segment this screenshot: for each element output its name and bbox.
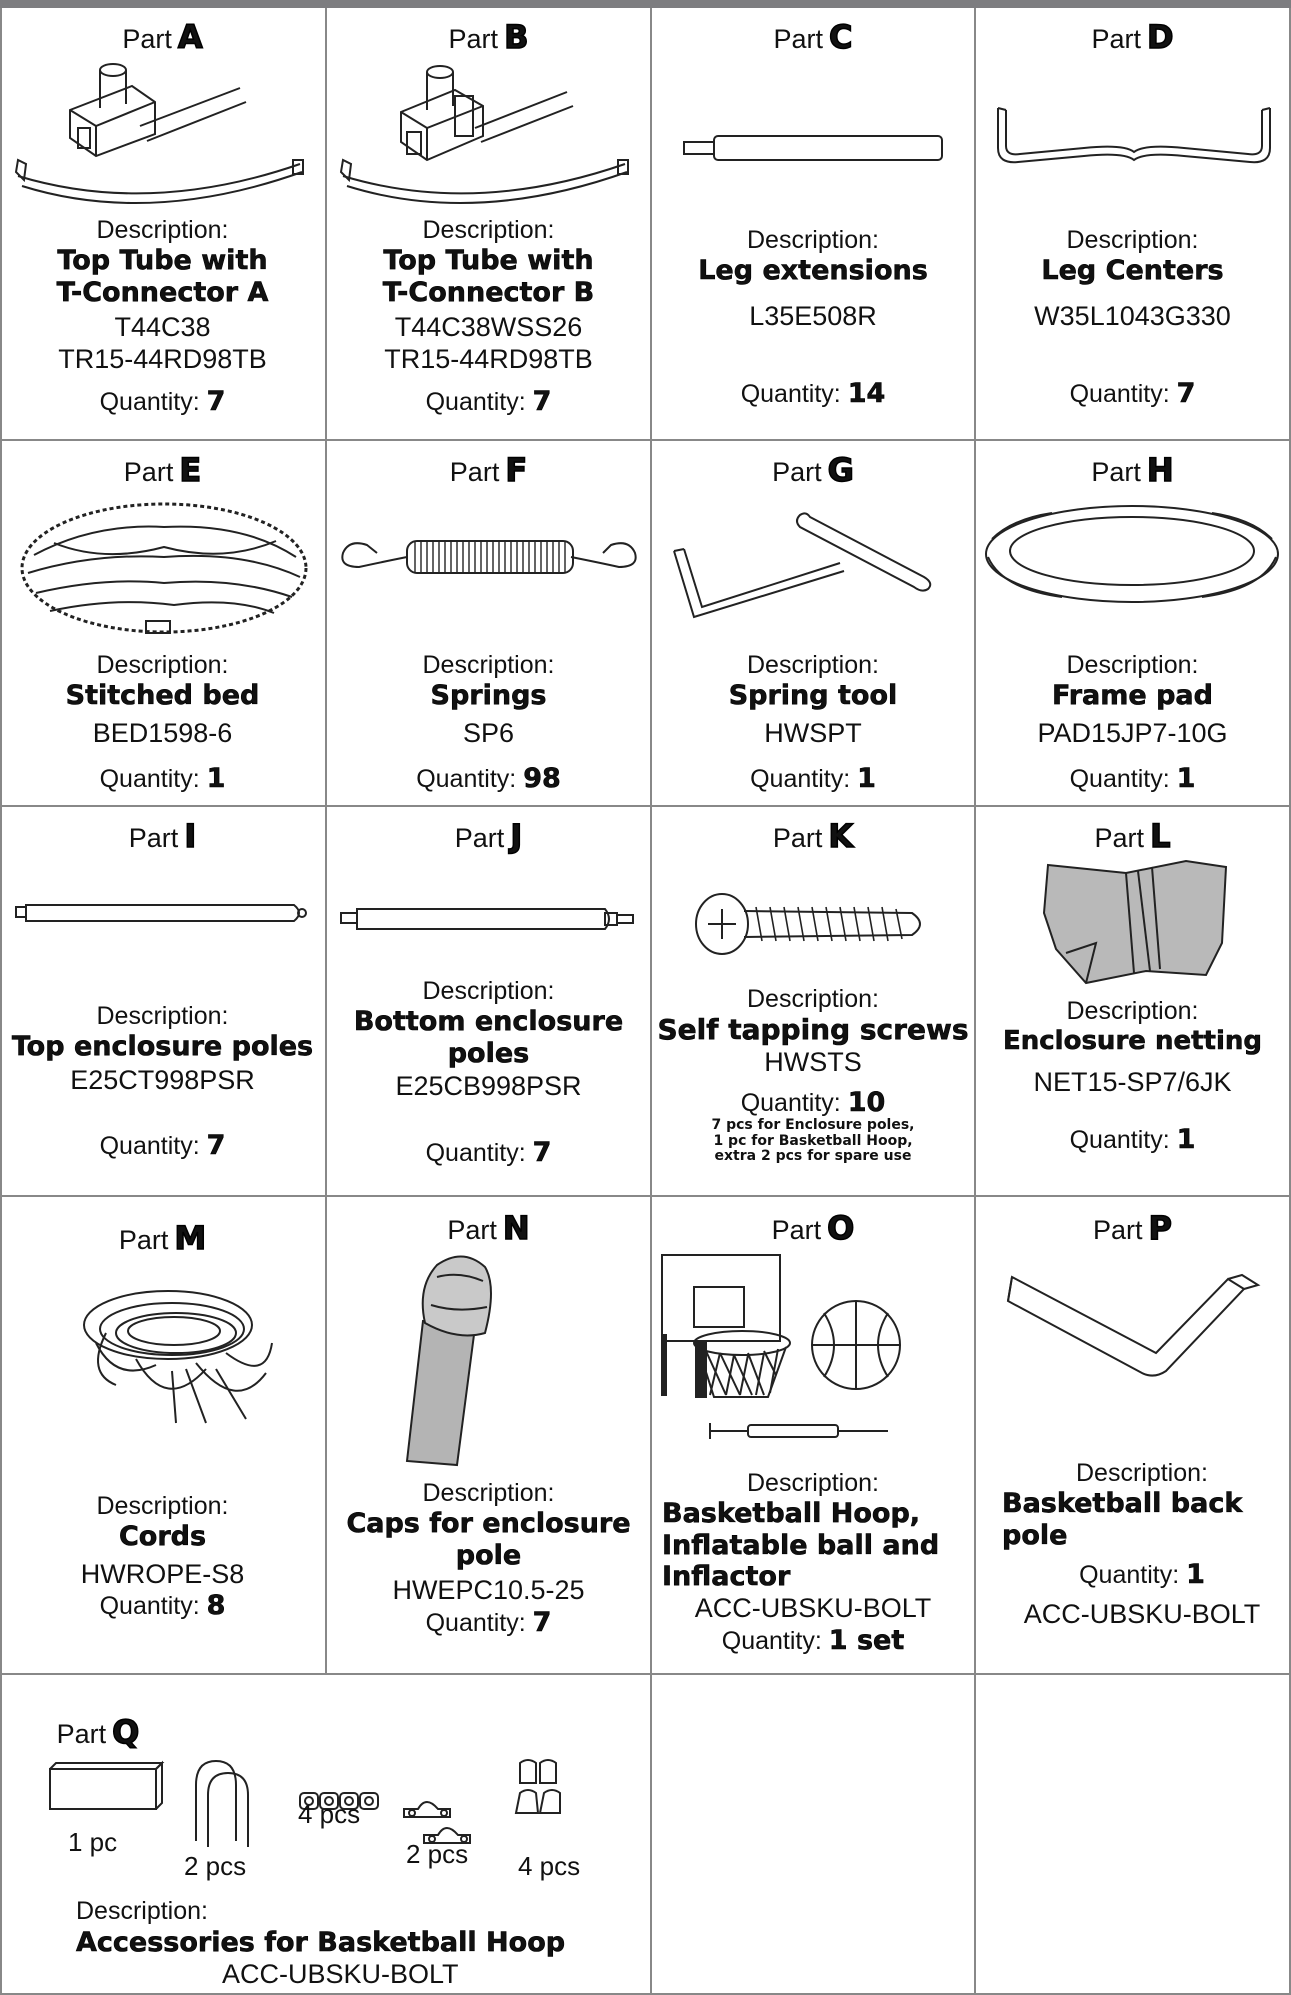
basketball-back-pole-illustration: [1006, 1267, 1266, 1387]
u-bolt-icon: [196, 1761, 248, 1847]
part-o-title: Part O: [771, 1209, 855, 1247]
part-b-cell: [327, 8, 650, 439]
part-o-code-1: ACC-UBSKU-BOLT: [694, 1592, 932, 1623]
part-g-cell: [652, 441, 974, 805]
part-i-title: Part I: [128, 817, 197, 855]
part-g-text: [652, 651, 974, 795]
top-tube-t-connector-a-illustration: [10, 56, 315, 206]
part-c-quantity: Quantity: 14: [740, 378, 886, 410]
enclosure-netting-illustration: [1026, 853, 1246, 993]
part-o-text: [652, 1469, 974, 1656]
part-b-code-1: T44C38WSS26: [394, 312, 583, 343]
clamps-icon: [404, 1802, 470, 1843]
top-tube-t-connector-b-illustration: [335, 56, 640, 206]
part-e-text: [0, 651, 325, 795]
part-n-text: [327, 1479, 650, 1639]
leg-extension-illustration: [682, 128, 947, 168]
part-f-name-1: Springs: [430, 680, 547, 712]
part-p-title: Part P: [1093, 1209, 1172, 1247]
part-n-name-2: pole: [455, 1539, 522, 1571]
description-label: Description:: [747, 985, 879, 1013]
part-h-title: Part H: [1091, 451, 1174, 489]
part-p-code-1: ACC-UBSKU-BOLT: [1023, 1598, 1261, 1629]
part-k-note-1: 7 pcs for Enclosure poles,: [711, 1117, 915, 1134]
description-label: Description:: [1066, 226, 1199, 254]
part-j-text: [327, 977, 650, 1169]
part-m-cell: [0, 1197, 325, 1673]
part-m-name-1: Cords: [118, 1521, 207, 1553]
part-l-text: [976, 997, 1289, 1156]
part-n-code-1: HWEPC10.5-25: [392, 1575, 585, 1606]
part-g-code-1: HWSPT: [764, 717, 862, 748]
part-i-quantity: Quantity: 7: [99, 1130, 226, 1162]
part-n-quantity: Quantity: 7: [425, 1606, 552, 1638]
clamps-count: 2 pcs: [406, 1839, 469, 1869]
part-e-code-1: BED1598-6: [92, 717, 233, 748]
description-label: Description:: [422, 216, 555, 244]
part-d-code-1: W35L1043G330: [1034, 300, 1231, 331]
top-enclosure-pole-illustration: [12, 893, 312, 933]
part-d-cell: [976, 8, 1289, 439]
part-e-quantity: Quantity: 1: [99, 763, 226, 795]
part-h-quantity: Quantity: 1: [1069, 763, 1196, 795]
top-bar: [0, 0, 1291, 8]
part-b-text: [327, 216, 650, 417]
part-p-cell: [976, 1197, 1289, 1673]
part-a-name-2: T-Connector A: [56, 276, 269, 308]
part-o-name-2: Inflatable ball and: [662, 1529, 940, 1561]
enclosure-pole-cap-illustration: [387, 1247, 587, 1467]
part-j-name-1: Bottom enclosure: [353, 1006, 624, 1038]
description-label: Description:: [96, 216, 229, 244]
part-d-name-1: Leg Centers: [1041, 255, 1224, 287]
leg-center-illustration: [984, 98, 1284, 178]
part-j-title: Part J: [454, 817, 523, 855]
part-a-cell: [0, 8, 325, 439]
parts-sheet: [0, 8, 1291, 1995]
part-h-text: [976, 651, 1289, 795]
u-bolt-count: 2 pcs: [184, 1851, 247, 1881]
part-c-cell: [652, 8, 974, 439]
part-f-title: Part F: [449, 451, 528, 489]
part-j-quantity: Quantity: 7: [425, 1136, 552, 1168]
part-p-name-1: Basketball back: [1002, 1488, 1243, 1520]
description-label: Description:: [1076, 1459, 1208, 1487]
part-k-cell: [652, 807, 974, 1195]
part-k-title: Part K: [772, 817, 854, 855]
part-b-code-2: TR15-44RD98TB: [384, 343, 593, 374]
part-d-title: Part D: [1091, 18, 1174, 56]
part-f-text: [327, 651, 650, 795]
part-b-name-1: Top Tube with: [383, 245, 594, 277]
part-q-title: Part Q: [56, 1713, 140, 1751]
self-tapping-screw-illustration: [692, 889, 932, 959]
part-b-title: Part B: [448, 18, 529, 56]
description-label: Description:: [96, 1492, 229, 1520]
part-q-code-1: ACC-UBSKU-BOLT: [222, 1959, 459, 1989]
part-g-title: Part G: [772, 451, 854, 489]
part-e-name-1: Stitched bed: [65, 680, 260, 712]
part-c-code-1: L35E508R: [749, 300, 877, 331]
part-o-quantity: Quantity: 1 set: [721, 1624, 905, 1656]
part-k-text: [652, 985, 974, 1164]
stitched-bed-illustration: [14, 493, 314, 643]
spring-tool-illustration: [664, 497, 964, 637]
part-a-code-2: TR15-44RD98TB: [58, 343, 267, 374]
description-label: Description:: [1066, 997, 1199, 1025]
part-o-name-3: Inflactor: [662, 1561, 791, 1593]
part-d-quantity: Quantity: 7: [1069, 378, 1196, 410]
basketball-hoop-set-illustration: [660, 1247, 970, 1447]
part-e-title: Part E: [123, 451, 202, 489]
part-f-cell: [327, 441, 650, 805]
part-c-title: Part C: [773, 18, 853, 56]
end-caps-count: 4 pcs: [518, 1851, 581, 1881]
part-a-title: Part A: [122, 18, 203, 56]
part-d-text: [976, 226, 1289, 410]
description-label: Description:: [747, 1469, 879, 1497]
part-i-name-1: Top enclosure poles: [11, 1031, 314, 1063]
part-n-name-1: Caps for enclosure: [346, 1508, 631, 1540]
part-m-title: Part M: [118, 1219, 207, 1257]
part-j-code-1: E25CB998PSR: [395, 1071, 582, 1102]
description-label: Description:: [76, 1897, 208, 1925]
part-a-quantity: Quantity: 7: [99, 385, 226, 417]
part-b-name-2: T-Connector B: [382, 276, 595, 308]
part-l-title: Part L: [1094, 817, 1171, 855]
spring-illustration: [337, 527, 642, 587]
part-p-quantity: Quantity: 1: [1079, 1559, 1205, 1591]
part-i-text: [0, 1002, 325, 1162]
part-l-name-1: Enclosure netting: [1003, 1026, 1262, 1057]
part-q-cell: [2, 1675, 650, 1993]
part-l-code-1: NET15-SP7/6JK: [1033, 1066, 1232, 1097]
part-h-cell: [976, 441, 1289, 805]
part-j-name-2: poles: [447, 1037, 530, 1069]
description-label: Description:: [96, 651, 229, 679]
part-f-code-1: SP6: [462, 717, 515, 748]
part-a-code-1: T44C38: [114, 312, 211, 343]
part-m-code-1: HWROPE-S8: [80, 1558, 245, 1589]
part-n-title: Part N: [447, 1209, 530, 1247]
part-q-name-1: Accessories for Basketball Hoop: [76, 1927, 566, 1958]
part-c-text: [652, 226, 974, 410]
part-i-code-1: E25CT998PSR: [70, 1064, 255, 1095]
part-h-name-1: Frame pad: [1052, 680, 1213, 712]
part-f-quantity: Quantity: 98: [416, 763, 561, 795]
part-k-code-1: HWSTS: [764, 1047, 862, 1077]
bottom-enclosure-pole-illustration: [339, 899, 639, 939]
part-j-cell: [327, 807, 650, 1195]
empty-cell: [652, 1675, 974, 1993]
part-p-name-2: pole: [1002, 1519, 1068, 1551]
part-k-note-3: extra 2 pcs for spare use: [714, 1147, 912, 1164]
description-label: Description:: [422, 651, 555, 679]
part-b-quantity: Quantity: 7: [425, 385, 552, 417]
tube-icon: [50, 1763, 162, 1809]
tube-count: 1 pc: [68, 1827, 118, 1857]
part-l-quantity: Quantity: 1: [1069, 1124, 1196, 1156]
description-label: Description:: [96, 1002, 229, 1030]
part-g-name-1: Spring tool: [728, 680, 898, 712]
empty-cell: [976, 1675, 1289, 1993]
part-k-quantity: Quantity: 10: [740, 1086, 886, 1118]
part-p-text: [976, 1459, 1282, 1631]
description-label: Description:: [422, 1479, 555, 1507]
part-n-cell: [327, 1197, 650, 1673]
end-caps-icon: [516, 1760, 560, 1813]
cords-illustration: [76, 1273, 276, 1433]
part-l-cell: [976, 807, 1289, 1195]
part-a-text: [0, 216, 325, 417]
part-m-quantity: Quantity: 8: [99, 1590, 226, 1622]
part-i-cell: [0, 807, 325, 1195]
part-e-cell: [0, 441, 325, 805]
description-label: Description:: [422, 977, 555, 1005]
description-label: Description:: [1066, 651, 1199, 679]
part-k-name-1: Self tapping screws: [657, 1013, 969, 1047]
part-m-text: [0, 1492, 325, 1622]
part-o-cell: [652, 1197, 974, 1673]
part-h-code-1: PAD15JP7-10G: [1037, 717, 1228, 748]
part-k-note-2: 1 pc for Basketball Hoop,: [713, 1132, 913, 1149]
frame-pad-illustration: [982, 499, 1282, 609]
part-c-name-1: Leg extensions: [698, 255, 928, 287]
part-a-name-1: Top Tube with: [57, 245, 268, 277]
description-label: Description:: [747, 651, 879, 679]
nuts-count: 4 pcs: [298, 1799, 361, 1829]
part-g-quantity: Quantity: 1: [750, 763, 876, 795]
part-o-name-1: Basketball Hoop,: [662, 1498, 921, 1530]
description-label: Description:: [747, 226, 879, 254]
